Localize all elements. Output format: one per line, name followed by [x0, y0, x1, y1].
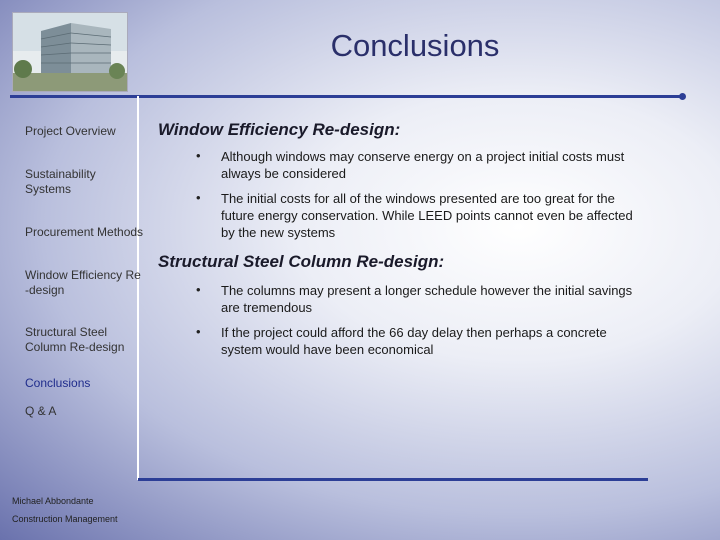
- nav-item-conclusions[interactable]: Conclusions: [25, 376, 91, 390]
- nav-item-qa[interactable]: Q & A: [25, 404, 57, 418]
- header-rule: [10, 95, 682, 98]
- nav-item-sustainability-systems[interactable]: Sustainability Systems: [25, 167, 96, 196]
- author-department: Construction Management: [12, 514, 118, 524]
- bullet-marker: •: [196, 148, 201, 163]
- bullet-marker: •: [196, 190, 201, 205]
- bullet-marker: •: [196, 324, 201, 339]
- nav-item-structural-steel[interactable]: Structural Steel Column Re-design: [25, 325, 125, 354]
- nav-item-procurement-methods[interactable]: Procurement Methods: [25, 225, 144, 239]
- bullet-text: The columns may present a longer schedule however the initial savings are tremendous: [221, 283, 633, 315]
- footer-rule: [138, 478, 648, 481]
- bullet-text: If the project could afford the 66 day delay then perhaps a concrete system would have been economical: [221, 325, 607, 357]
- header-rule-dot: [679, 93, 686, 100]
- building-photo: [12, 12, 128, 92]
- nav-item-window-efficiency[interactable]: Window Efficiency Re -design: [25, 268, 141, 297]
- bullet-marker: •: [196, 282, 201, 297]
- bullet-text: The initial costs for all of the windows presented are too great for the future energy conservation. While LEED points cannot even be affected by the new systems: [221, 191, 633, 240]
- section-heading-window-efficiency: Window Efficiency Re-design:: [158, 120, 401, 139]
- section-heading-structural-steel: Structural Steel Column Re-design:: [158, 252, 445, 271]
- nav-item-project-overview[interactable]: Project Overview: [25, 124, 116, 138]
- bullet-text: Although windows may conserve energy on a project initial costs must always be considered: [221, 149, 625, 181]
- author-name: Michael Abbondante: [12, 496, 94, 506]
- page-title: Conclusions: [330, 28, 500, 63]
